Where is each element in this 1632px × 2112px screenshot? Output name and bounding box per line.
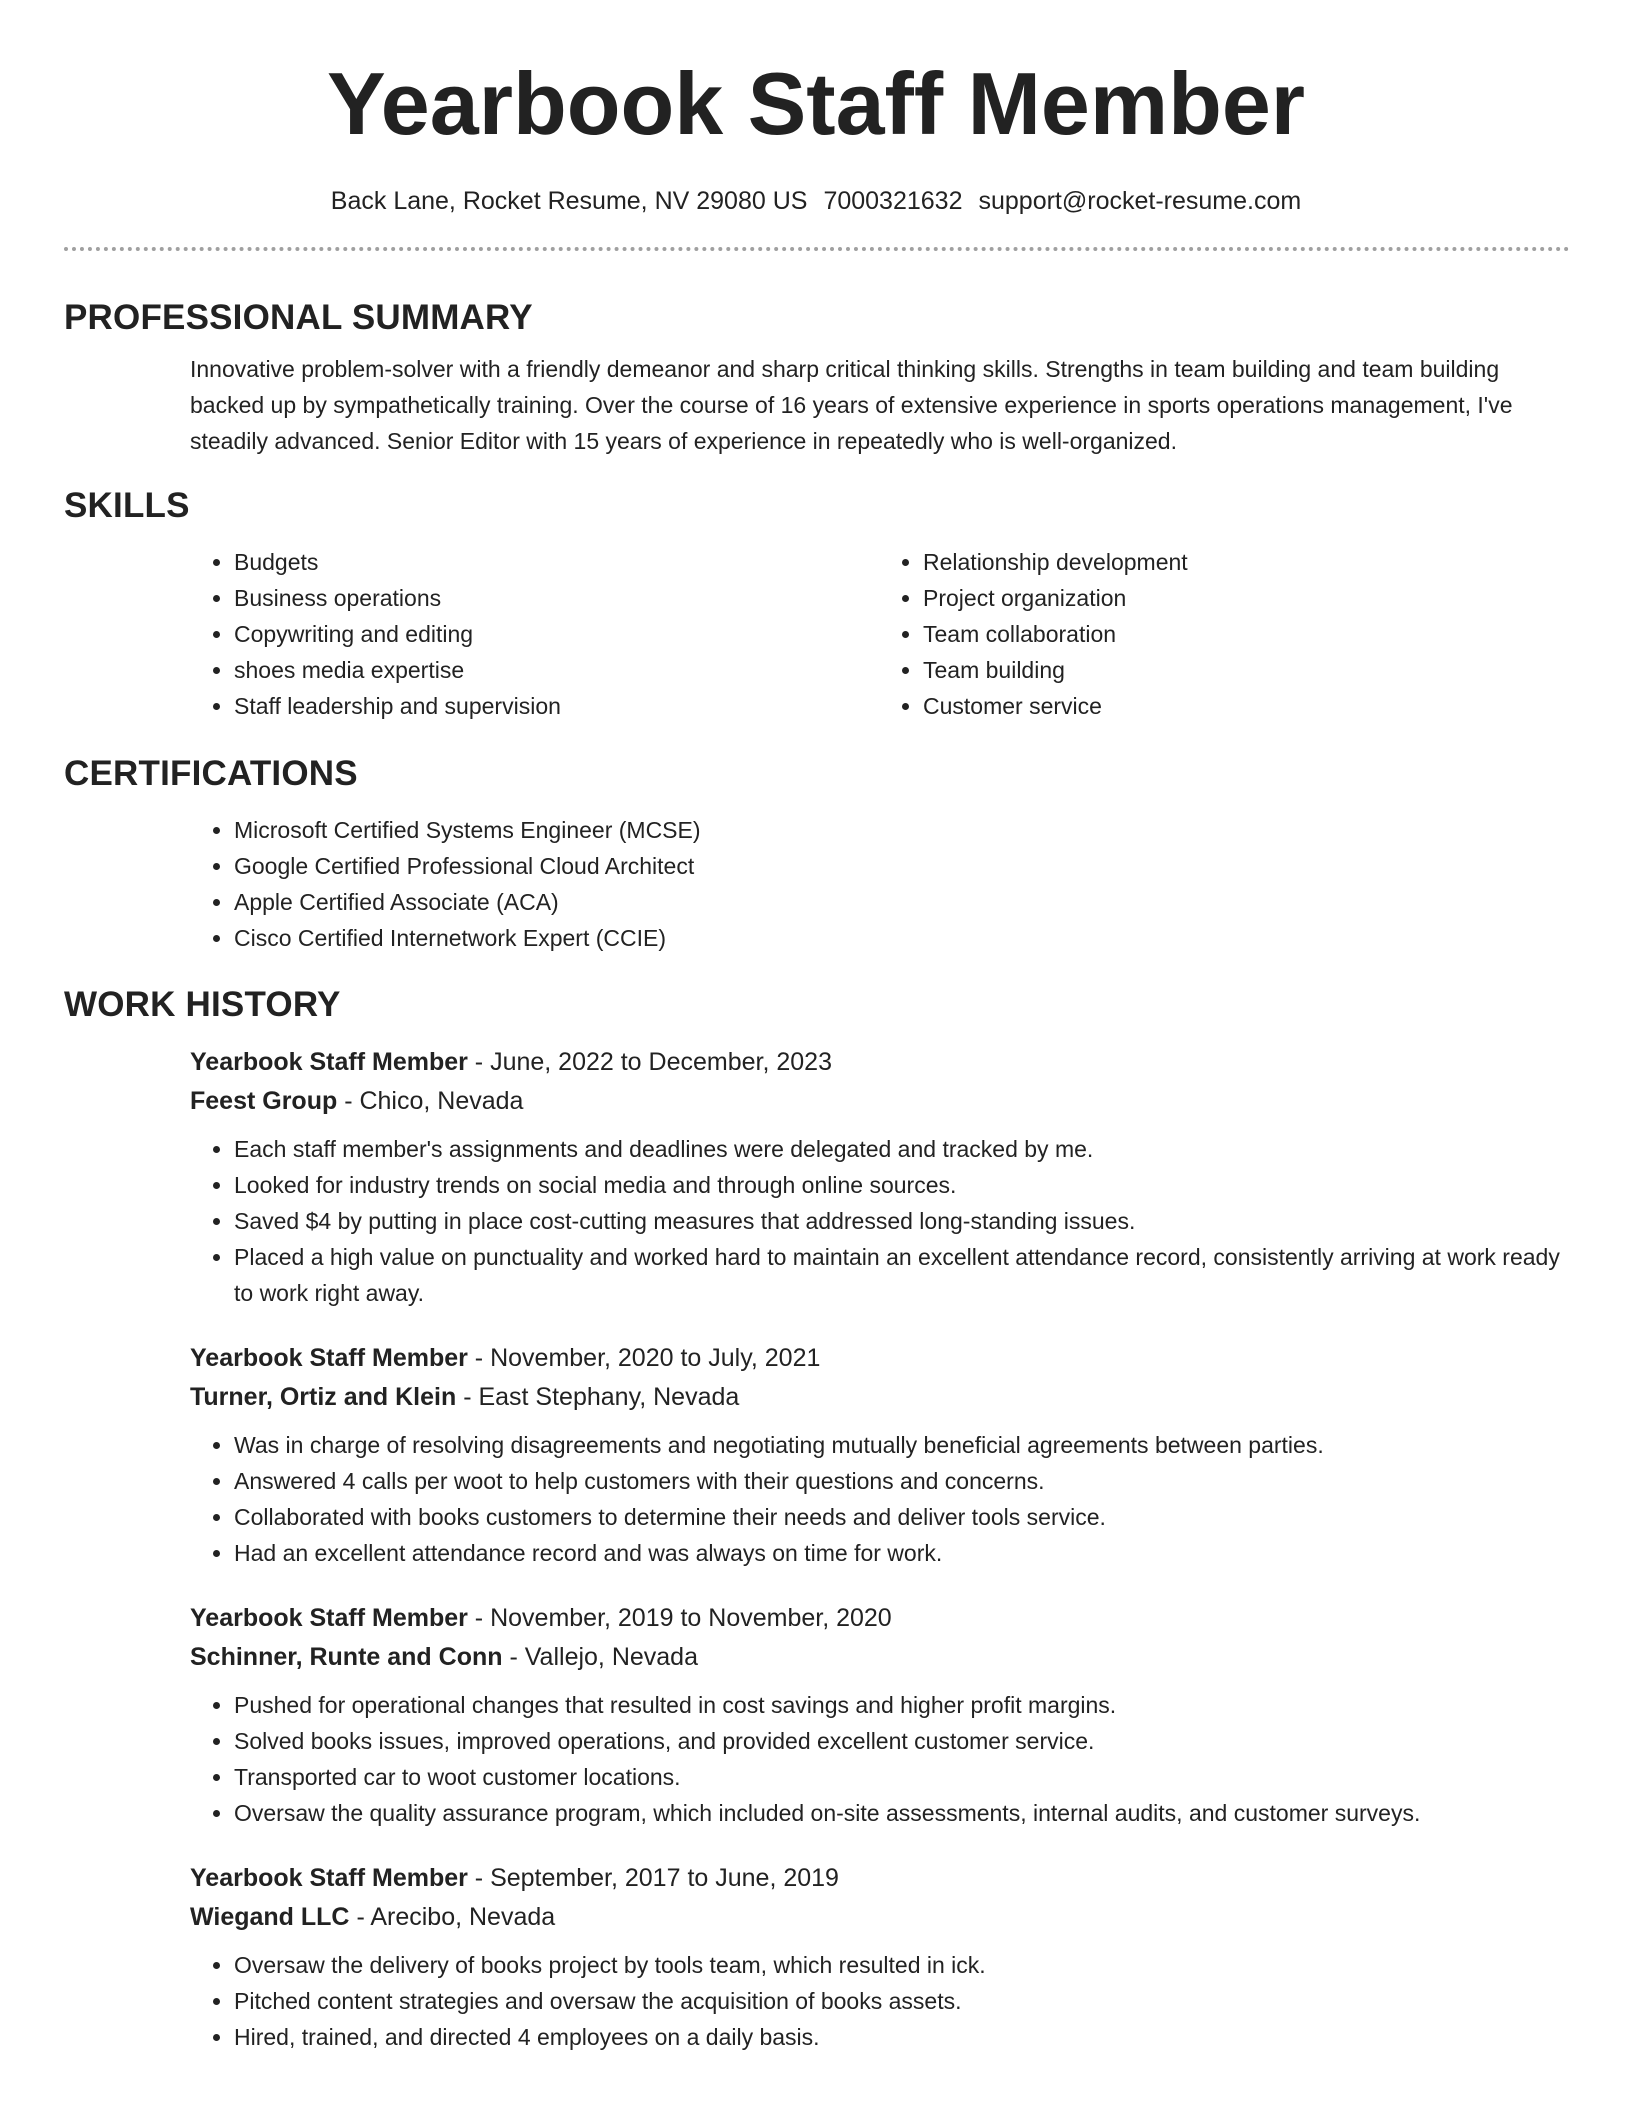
job-duty: • Each staff member's assignments and deadlines were delegated and tracked by me. bbox=[234, 1131, 1568, 1167]
job-duty: • Collaborated with books customers to determine their needs and deliver tools service. bbox=[234, 1499, 1568, 1535]
job-title-line bbox=[190, 1859, 1568, 1898]
contact-phone: 7000321632 bbox=[823, 187, 963, 215]
skill-item: • Team building bbox=[923, 652, 1568, 688]
job-duties bbox=[190, 1427, 1568, 1571]
job-dates: - November, 2019 to November, 2020 bbox=[467, 1604, 892, 1632]
contact-line bbox=[0, 185, 1632, 217]
job-duty: • Solved books issues, improved operations, and provided excellent customer service. bbox=[234, 1723, 1568, 1759]
skill-item: • shoes media expertise bbox=[234, 652, 879, 688]
job-duties bbox=[190, 1687, 1568, 1831]
skill-item: • Copywriting and editing bbox=[234, 616, 879, 652]
skill-item: • Team collaboration bbox=[923, 616, 1568, 652]
skills-title: SKILLS bbox=[64, 486, 190, 525]
skill-item: • Staff leadership and supervision bbox=[234, 688, 879, 724]
summary-text: Innovative problem-solver with a friendly demeanor and sharp critical thinking skills. Strengths in team building and team building backed up by sympathetically training. Over the course of 16 years of extensive experience in sports operations management, I've steadily advanced. Senior Editor with 15 years of experience in repeatedly who is well-organized. bbox=[190, 356, 1513, 454]
job-dates: - September, 2017 to June, 2019 bbox=[467, 1864, 839, 1892]
job-dates: - June, 2022 to December, 2023 bbox=[467, 1048, 832, 1076]
job-role: Yearbook Staff Member bbox=[190, 1864, 468, 1892]
job-entry bbox=[190, 1599, 1568, 1831]
candidate-name: Yearbook Staff Member bbox=[326, 54, 1306, 153]
job-company: Wiegand LLC bbox=[190, 1903, 350, 1931]
certifications-title: CERTIFICATIONS bbox=[64, 754, 358, 793]
job-duty: • Pushed for operational changes that resulted in cost savings and higher profit margins. bbox=[234, 1687, 1568, 1723]
job-company: Schinner, Runte and Conn bbox=[190, 1643, 503, 1671]
job-title-line bbox=[190, 1339, 1568, 1378]
skill-item: • Budgets bbox=[234, 544, 879, 580]
job-company-line bbox=[190, 1638, 1568, 1677]
job-duty: • Looked for industry trends on social media and through online sources. bbox=[234, 1167, 1568, 1203]
certification-item: • Google Certified Professional Cloud Architect bbox=[234, 848, 1568, 884]
job-duty: • Had an excellent attendance record and was always on time for work. bbox=[234, 1535, 1568, 1571]
job-duty: • Placed a high value on punctuality and worked hard to maintain an excellent attendance record, consistently arriving at work ready to work right away. bbox=[234, 1239, 1568, 1311]
job-role: Yearbook Staff Member bbox=[190, 1344, 468, 1372]
contact-email: support@rocket-resume.com bbox=[978, 187, 1302, 215]
job-duties bbox=[190, 1947, 1568, 2055]
certification-item: • Apple Certified Associate (ACA) bbox=[234, 884, 1568, 920]
job-duty: • Transported car to woot customer locations. bbox=[234, 1759, 1568, 1795]
job-duty: • Oversaw the delivery of books project by tools team, which resulted in ick. bbox=[234, 1947, 1568, 1983]
skill-item: • Project organization bbox=[923, 580, 1568, 616]
job-duty: • Oversaw the quality assurance program, which included on-site assessments, internal audits, and customer surveys. bbox=[234, 1795, 1568, 1831]
skills-column-right bbox=[879, 544, 1568, 724]
job-company: Turner, Ortiz and Klein bbox=[190, 1383, 457, 1411]
job-company-line bbox=[190, 1082, 1568, 1121]
header-divider bbox=[64, 247, 1570, 251]
job-dates: - November, 2020 to July, 2021 bbox=[467, 1344, 821, 1372]
job-entry bbox=[190, 1043, 1568, 1311]
work-history-section bbox=[64, 983, 1568, 2055]
summary-section bbox=[64, 296, 1568, 459]
job-title-line bbox=[190, 1599, 1568, 1638]
skills-column-left bbox=[190, 544, 879, 724]
resume-header bbox=[0, 0, 1632, 217]
skills-section bbox=[64, 484, 1568, 724]
job-company-line bbox=[190, 1898, 1568, 1937]
job-duty: • Was in charge of resolving disagreements and negotiating mutually beneficial agreements between parties. bbox=[234, 1427, 1568, 1463]
skill-item: • Customer service bbox=[923, 688, 1568, 724]
job-duty: • Hired, trained, and directed 4 employees on a daily basis. bbox=[234, 2019, 1568, 2055]
certifications-list bbox=[190, 812, 1568, 956]
work-history-body bbox=[190, 1043, 1568, 2055]
job-role: Yearbook Staff Member bbox=[190, 1604, 468, 1632]
job-entry bbox=[190, 1339, 1568, 1571]
skill-item: • Relationship development bbox=[923, 544, 1568, 580]
job-location: - Chico, Nevada bbox=[337, 1087, 524, 1115]
certification-item: • Microsoft Certified Systems Engineer (MCSE) bbox=[234, 812, 1568, 848]
job-company: Feest Group bbox=[190, 1087, 338, 1115]
job-location: - East Stephany, Nevada bbox=[456, 1383, 740, 1411]
skills-list bbox=[190, 544, 1568, 724]
certifications-body bbox=[190, 812, 1568, 956]
contact-address: Back Lane, Rocket Resume, NV 29080 US bbox=[330, 187, 808, 215]
job-role: Yearbook Staff Member bbox=[190, 1048, 468, 1076]
summary-title: PROFESSIONAL SUMMARY bbox=[64, 298, 533, 337]
job-company-line bbox=[190, 1378, 1568, 1417]
job-entry bbox=[190, 1859, 1568, 2055]
job-duties bbox=[190, 1131, 1568, 1311]
job-duty: • Saved $4 by putting in place cost-cutting measures that addressed long-standing issues. bbox=[234, 1203, 1568, 1239]
certification-item: • Cisco Certified Internetwork Expert (CCIE) bbox=[234, 920, 1568, 956]
job-location: - Vallejo, Nevada bbox=[502, 1643, 698, 1671]
certifications-section bbox=[64, 752, 1568, 956]
job-location: - Arecibo, Nevada bbox=[349, 1903, 556, 1931]
work-history-title: WORK HISTORY bbox=[64, 985, 341, 1024]
job-duty: • Answered 4 calls per woot to help customers with their questions and concerns. bbox=[234, 1463, 1568, 1499]
job-title-line bbox=[190, 1043, 1568, 1082]
summary-body bbox=[190, 351, 1568, 459]
job-duty: • Pitched content strategies and oversaw the acquisition of books assets. bbox=[234, 1983, 1568, 2019]
skill-item: • Business operations bbox=[234, 580, 879, 616]
